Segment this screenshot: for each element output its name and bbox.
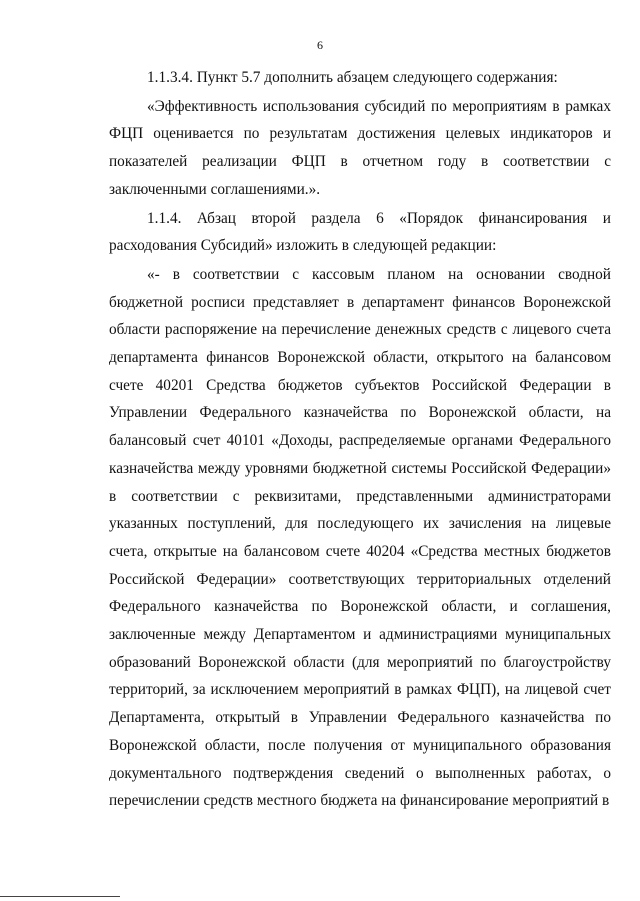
footer-rule — [0, 896, 120, 897]
paragraph-quote-cash-plan: «- в соответствии с кассовым планом на основании сводной бюджетной росписи представляет в департамент финансов Воронежской области распоряжение на перечисление денежных средств с лицевого счета департамента финансов Воронежской области, открытого на балансовом счете 40201 Средства бюджетов субъектов Российской Федерации в Управлении Федерального казначейства по Воронежской области, на балансовый счет 40101 «Доходы, распределяемые органами Федерального казначейства между уровнями бюджетной системы Российской Федерации» в соответствии с реквизитами, представленными администраторами указанных поступлений, для последующего их зачисления на лицевые счета, открытые на балансовом счете 40204 «Средства местных бюджетов Российской Федерации» соответствующих территориальных отделений Федерального казначейства по Воронежской области, и соглашения, заключенные между Департаментом и администрациями муниципальных образований Воронежской области (для мероприятий по благоустройству территорий, за исключением мероприятий в рамках ФЦП), на лицевой счет Департамента, открытый в Управлении Федерального казначейства по Воронежской области, после получения от муниципального образования документального подтверждения сведений о выполненных работах, о перечислении средств местного бюджета на финансирование мероприятий в — [109, 265, 611, 810]
paragraph-1-1-3-4: 1.1.3.4. Пункт 5.7 дополнить абзацем следующего содержания: — [147, 69, 558, 86]
paragraph-1-1-4: 1.1.4. Абзац второй раздела 6 «Порядок финансирования и расходования Субсидий» изложить в следующей редакции: — [109, 209, 611, 255]
page-number: 6 — [317, 38, 323, 52]
document-body — [109, 64, 611, 815]
paragraph-quote-efficiency: «Эффективность использования субсидий по мероприятиям в рамках ФЦП оценивается по результатам достижения целевых индикаторов и показателей реализации ФЦП в отчетном году в соответствии с заключенными соглашениями.». — [109, 97, 611, 198]
